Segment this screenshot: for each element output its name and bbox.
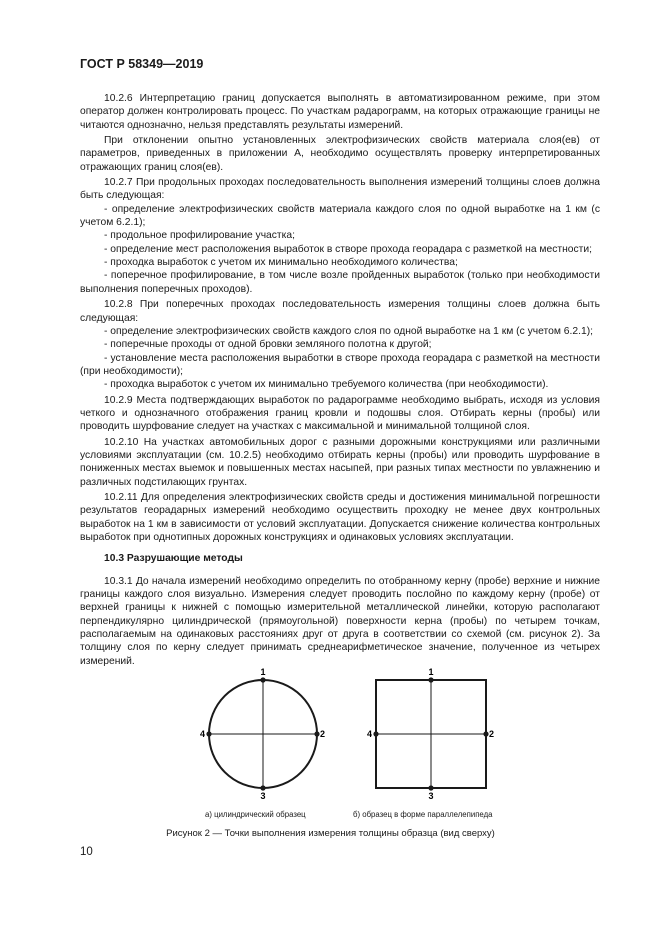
paragraph-10-3-1: 10.3.1 До начала измерений необходимо определить по отобранному керну (пробе) верхние и нижние границы каждого слоя визуально. Измерения следует проводить послойно по каждому керну (пробе) от верхней границы к нижней с помощью измерительной металлической линейки, которую располагают перпендикулярно цилиндрической (прямоугольной) поверхности керна (пробы) по четырем точкам, располагаемым на одинаковых расстояниях друг от друга в соответствии со схемой (см. рисунок 2). За толщину слоя по керну следует принимать среднеарифметическое значение, полученное из четырех измерений. [80, 575, 600, 667]
paragraph-10-2-8: 10.2.8 При поперечных проходах последовательность измерения толщины слоев должна быть следующая: [80, 299, 600, 324]
point-label-1: 1 [428, 668, 434, 677]
list-item: - определение электрофизических свойств материала каждого слоя по одной выработке на 1 км (с учетом 6.2.1); [80, 203, 600, 229]
point-label-4: 4 [199, 729, 205, 739]
list-item: - поперечное профилирование, в том числе возле пройденных выработок (только при необходимости выполнения поперечных проходов). [80, 270, 600, 295]
paragraph-deviation: При отклонении опытно установленных электрофизических свойств материала слоя(ев) от параметров, приведенных в приложении А, необходимо осуществлять проверку интерпретированных отражающих границ слоя(ев). [80, 135, 600, 173]
point-label-3: 3 [428, 791, 434, 801]
point-label-3: 3 [260, 791, 266, 801]
figure-title: Рисунок 2 — Точки выполнения измерения толщины образца (вид сверху) [166, 828, 495, 839]
list-item: - проходка выработок с учетом их минимально требуемого количества (при необходимости). [104, 379, 549, 391]
document-body [80, 92, 600, 668]
point-label-2: 2 [320, 729, 326, 739]
parallelepiped-sample-diagram [367, 668, 494, 801]
measure-point-1 [260, 677, 265, 682]
paragraph-10-2-6: 10.2.6 Интерпретацию границ допускается выполнять в автоматизированном режиме, при этом оператор должен контролировать процесс. По участкам радарограмм, на которых отражающие границы не читаются однозначно, нельзя представлять результаты измерений. [80, 93, 600, 131]
measure-point-2 [483, 731, 488, 736]
list-item: - определение мест расположения выработок в створе прохода георадара с разметкой на местности; [104, 243, 592, 255]
document-header: ГОСТ Р 58349—2019 [80, 57, 204, 71]
list-item: - определение электрофизических свойств каждого слоя по одной выработке на 1 км (с учетом 6.2.1); [104, 325, 593, 337]
paragraph-10-2-11: 10.2.11 Для определения электрофизических свойств среды и достижения минимальной погрешности результатов георадарных измерений необходимо осуществить проходку не менее двух контрольных выработок на 1 км в зависимости от условий эксплуатации. Допускается снижение количества контрольных выработок при однотипных дорожных конструкциях и одинаковых условиях эксплуатации. [80, 491, 600, 543]
measure-point-4 [373, 731, 378, 736]
paragraph-10-2-10: 10.2.10 На участках автомобильных дорог с разными дорожными конструкциями или различными условиями эксплуатации (см. 10.2.5) необходимо отбирать керны (пробы) или проводить шурфование в пониженных местах выемок и повышенных местах насыпей, при разных типах местности по увлажнению и различных подстилающих грунтах. [80, 436, 600, 488]
section-title: 10.3 Разрушающие методы [104, 553, 243, 565]
point-label-1: 1 [260, 668, 266, 677]
list-item: - поперечные проходы от одной бровки земляного полотна к другой; [104, 339, 432, 351]
figure-2-diagram [190, 668, 510, 818]
measure-point-3 [428, 785, 433, 790]
list-item: - продольное профилирование участка; [104, 230, 295, 242]
measure-point-4 [206, 731, 211, 736]
point-label-4: 4 [366, 729, 372, 739]
cylinder-sample-diagram [200, 668, 325, 801]
list-item: - установление места расположения выработки в створе прохода георадара с разметкой на местности (при необходимости); [80, 352, 600, 377]
point-label-2: 2 [489, 729, 495, 739]
paragraph-10-2-9: 10.2.9 Места подтверждающих выработок по радарограмме необходимо выбрать, исходя из условия четкого и однозначного отображения границ кровли и подошвы слоя. Отбирать керны (пробы) или проводить шурфование следует на участках с максимальной и минимальной толщиной слоя. [80, 394, 600, 433]
measure-point-2 [314, 731, 319, 736]
page-number: 10 [80, 846, 93, 858]
figure-caption-b: б) образец в форме параллелепипеда [353, 810, 493, 819]
measure-point-3 [260, 785, 265, 790]
paragraph-10-2-7: 10.2.7 При продольных проходах последовательность выполнения измерений толщины слоев должна быть следующая: [80, 177, 600, 202]
list-item: - проходка выработок с учетом их минимально необходимого количества; [104, 257, 458, 269]
figure-caption-a: а) цилиндрический образец [205, 810, 306, 819]
measure-point-1 [428, 677, 433, 682]
